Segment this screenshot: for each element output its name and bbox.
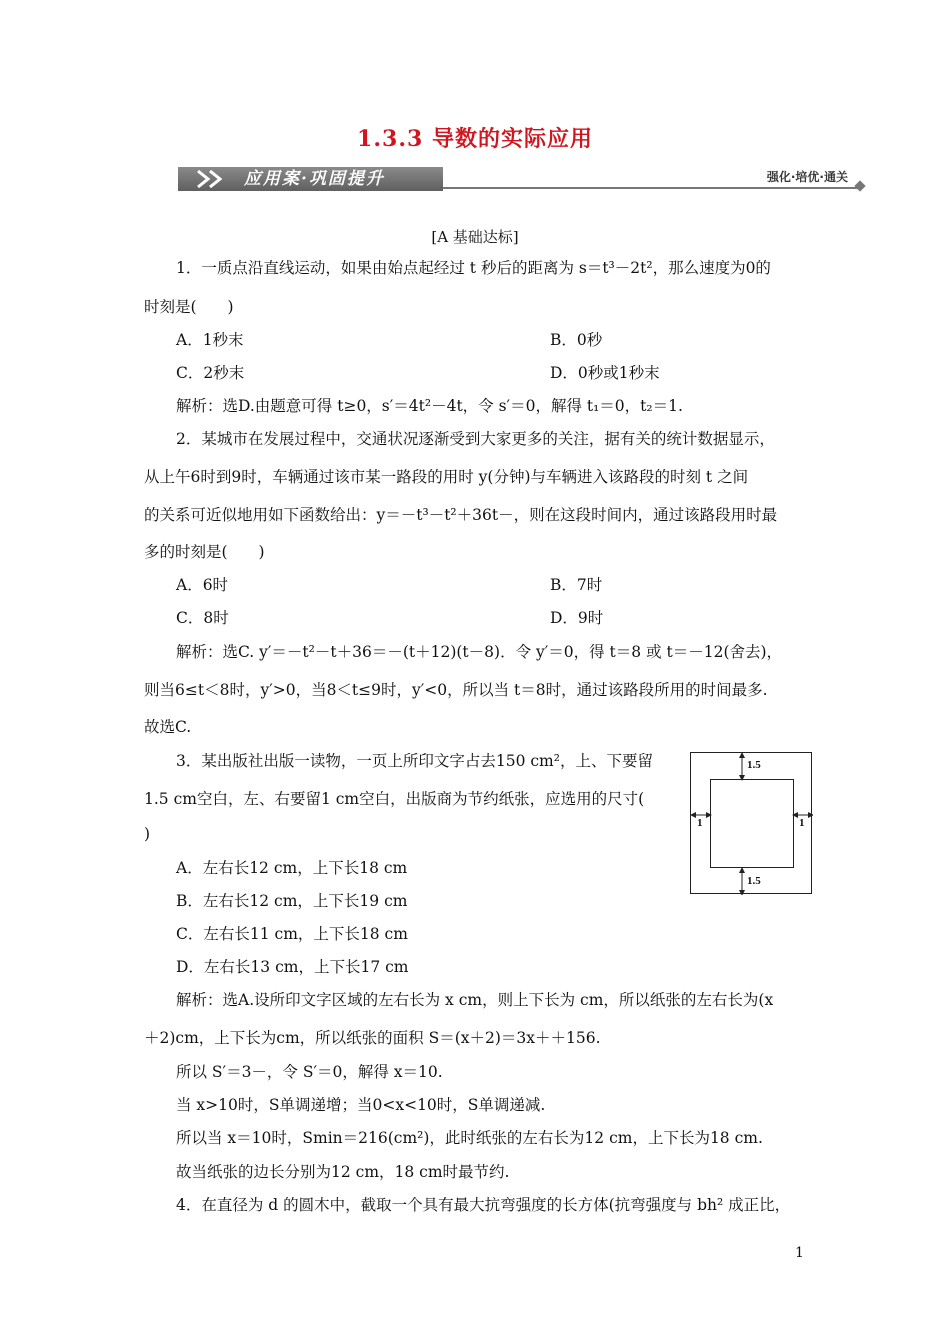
section-banner bbox=[178, 164, 868, 194]
option-b: B．0秒 bbox=[550, 331, 603, 349]
page-number: 1 bbox=[795, 1245, 804, 1261]
text-line: 2．某城市在发展过程中，交通状况逐渐受到大家更多的关注，据有关的统计数据显示， bbox=[176, 430, 775, 448]
right-margin-label: 1 bbox=[799, 817, 805, 829]
solution-line: 当 x>10时，S单调递增；当0<x<10时，S单调递减. bbox=[176, 1096, 546, 1114]
text-line: 1.5 cm空白，左、右要留1 cm空白，出版商为节约纸张，应选用的尺寸( bbox=[144, 790, 645, 808]
text-line: 从上午6时到9时，车辆通过该市某一路段的用时 y(分钟)与车辆进入该路段的时刻 t 之间 bbox=[144, 468, 749, 486]
top-margin-label: 1.5 bbox=[747, 759, 761, 771]
option-b: B．左右长12 cm，上下长19 cm bbox=[176, 892, 408, 910]
option-d: D．9时 bbox=[550, 609, 604, 627]
solution-line: 解析：选D.由题意可得 t≥0，s′＝4t²－4t，令 s′＝0，解得 t₁＝0，t₂＝1. bbox=[176, 397, 683, 415]
solution-line: ＋2)cm，上下长为cm，所以纸张的面积 S＝(x＋2)＝3x＋＋156. bbox=[144, 1029, 601, 1047]
text-line: 3．某出版社出版一读物，一页上所印文字占去150 cm²，上、下要留 bbox=[176, 752, 653, 770]
solution-line: 解析：选C. y′＝－t²－t＋36＝－(t＋12)(t－8)．令 y′＝0，得 t＝8 或 t＝－12(舍去)， bbox=[176, 643, 783, 661]
bottom-margin-label: 1.5 bbox=[747, 875, 761, 887]
option-a: A．左右长12 cm，上下长18 cm bbox=[176, 859, 408, 877]
text-line: 4．在直径为 d 的圆木中，截取一个具有最大抗弯强度的长方体(抗弯强度与 bh² 成正比， bbox=[176, 1196, 791, 1214]
solution-line: 则当6≤t＜8时，y′>0，当8＜t≤9时，y′<0，所以当 t＝8时，通过该路段所用的时间最多. bbox=[144, 681, 768, 699]
option-d: D．0秒或1秒末 bbox=[550, 364, 660, 382]
text-line: 的关系可近似地用如下函数给出：y＝－t³－t²＋36t－，则在这段时间内，通过该路段用时最 bbox=[144, 506, 778, 524]
option-c: C．8时 bbox=[176, 609, 229, 627]
text-line: 多的时刻是( ) bbox=[144, 543, 265, 561]
solution-line: 故当纸张的边长分别为12 cm，18 cm时最节约. bbox=[176, 1163, 510, 1181]
text-line: 时刻是( ) bbox=[144, 298, 234, 316]
text-line: ) bbox=[144, 825, 151, 843]
dimension-arrows bbox=[691, 753, 813, 895]
solution-line: 所以 S′＝3－，令 S′＝0，解得 x＝10. bbox=[176, 1063, 443, 1081]
option-a: A．1秒末 bbox=[176, 331, 244, 349]
option-c: C．2秒末 bbox=[176, 364, 245, 382]
option-b: B．7时 bbox=[550, 576, 603, 594]
banner-rule bbox=[443, 187, 861, 189]
solution-line: 解析：选A.设所印文字区域的左右长为 x cm，则上下长为 cm，所以纸张的左右长为(x bbox=[176, 991, 774, 1009]
banner-right-text: 强化·培优·通关 bbox=[766, 170, 848, 184]
option-c: C．左右长11 cm，上下长18 cm bbox=[176, 925, 408, 943]
diamond-icon bbox=[854, 180, 865, 191]
double-chevron-icon bbox=[196, 170, 230, 188]
page-margin-figure bbox=[690, 752, 812, 894]
solution-line: 故选C. bbox=[144, 718, 192, 736]
text-line: 1．一质点沿直线运动，如果由始点起经过 t 秒后的距离为 s＝t³－2t²，那么速度为0的 bbox=[176, 259, 771, 277]
banner-left-text: 应用案·巩固提升 bbox=[244, 169, 385, 189]
left-margin-label: 1 bbox=[697, 817, 703, 829]
option-d: D．左右长13 cm，上下长17 cm bbox=[176, 958, 409, 976]
solution-line: 所以当 x＝10时，Smin＝216(cm²)，此时纸张的左右长为12 cm，上下长为18 cm. bbox=[176, 1129, 763, 1147]
page-title: 1.3.3 导数的实际应用 bbox=[357, 126, 593, 152]
option-a: A．6时 bbox=[176, 576, 229, 594]
section-label: [A 基础达标] bbox=[431, 228, 519, 246]
